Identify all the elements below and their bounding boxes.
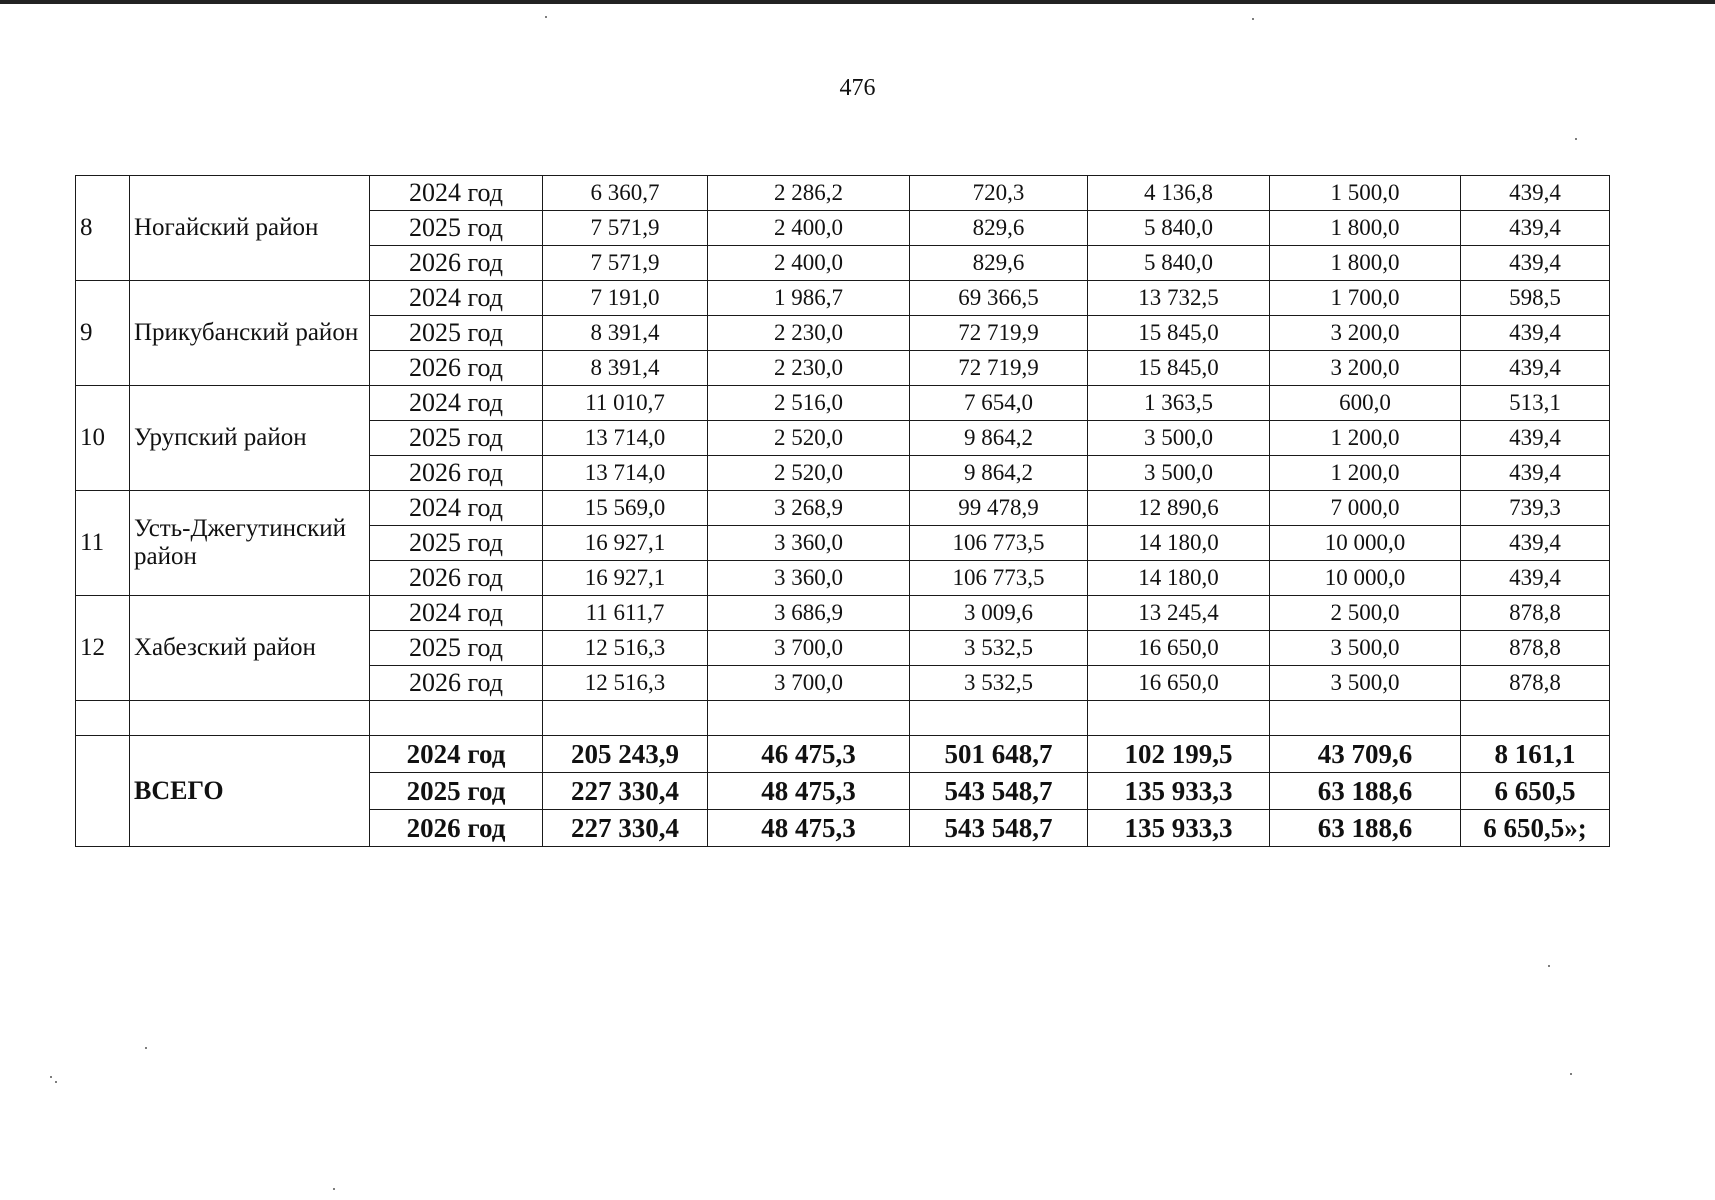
value-col-1: 13 714,0 <box>543 456 708 491</box>
year-label: 2025 год <box>370 421 543 456</box>
total-value-col-2: 48 475,3 <box>708 773 910 810</box>
scan-speck <box>1252 18 1254 20</box>
value-col-5: 1 200,0 <box>1270 421 1461 456</box>
value-col-2: 2 286,2 <box>708 176 910 211</box>
value-col-1: 13 714,0 <box>543 421 708 456</box>
total-value-col-6: 6 650,5»; <box>1461 810 1610 847</box>
value-col-2: 2 230,0 <box>708 316 910 351</box>
value-col-5: 7 000,0 <box>1270 491 1461 526</box>
value-col-4: 3 500,0 <box>1088 456 1270 491</box>
year-label: 2025 год <box>370 526 543 561</box>
year-label: 2024 год <box>370 176 543 211</box>
year-label: 2026 год <box>370 456 543 491</box>
value-col-1: 12 516,3 <box>543 631 708 666</box>
year-label: 2024 год <box>370 596 543 631</box>
value-col-5: 2 500,0 <box>1270 596 1461 631</box>
value-col-4: 14 180,0 <box>1088 561 1270 596</box>
total-label: ВСЕГО <box>130 736 370 847</box>
value-col-6: 439,4 <box>1461 456 1610 491</box>
value-col-1: 16 927,1 <box>543 526 708 561</box>
empty-cell <box>543 701 708 736</box>
year-label: 2024 год <box>370 736 543 773</box>
empty-cell <box>708 701 910 736</box>
value-col-6: 439,4 <box>1461 351 1610 386</box>
value-col-4: 1 363,5 <box>1088 386 1270 421</box>
value-col-1: 16 927,1 <box>543 561 708 596</box>
value-col-4: 4 136,8 <box>1088 176 1270 211</box>
district-name: Хабезский район <box>130 596 370 701</box>
table-row <box>76 491 1610 526</box>
value-col-5: 3 500,0 <box>1270 666 1461 701</box>
value-col-5: 1 800,0 <box>1270 246 1461 281</box>
value-col-6: 439,4 <box>1461 561 1610 596</box>
value-col-5: 600,0 <box>1270 386 1461 421</box>
total-value-col-6: 8 161,1 <box>1461 736 1610 773</box>
total-value-col-5: 63 188,6 <box>1270 810 1461 847</box>
value-col-3: 3 532,5 <box>910 631 1088 666</box>
value-col-3: 106 773,5 <box>910 561 1088 596</box>
value-col-2: 2 516,0 <box>708 386 910 421</box>
value-col-3: 3 532,5 <box>910 666 1088 701</box>
total-value-col-4: 135 933,3 <box>1088 810 1270 847</box>
district-name: Усть-Джегутинский район <box>130 491 370 596</box>
value-col-6: 439,4 <box>1461 211 1610 246</box>
district-number: 12 <box>76 596 130 701</box>
table-row <box>76 176 1610 211</box>
empty-cell <box>1270 701 1461 736</box>
value-col-6: 439,4 <box>1461 421 1610 456</box>
empty-cell <box>1088 701 1270 736</box>
value-col-3: 720,3 <box>910 176 1088 211</box>
empty-cell <box>1461 701 1610 736</box>
value-col-3: 72 719,9 <box>910 351 1088 386</box>
value-col-3: 829,6 <box>910 246 1088 281</box>
value-col-1: 15 569,0 <box>543 491 708 526</box>
value-col-2: 2 230,0 <box>708 351 910 386</box>
total-value-col-5: 63 188,6 <box>1270 773 1461 810</box>
year-label: 2025 год <box>370 773 543 810</box>
value-col-6: 439,4 <box>1461 526 1610 561</box>
value-col-1: 11 611,7 <box>543 596 708 631</box>
value-col-1: 7 191,0 <box>543 281 708 316</box>
total-value-col-2: 46 475,3 <box>708 736 910 773</box>
value-col-2: 2 520,0 <box>708 456 910 491</box>
total-value-col-4: 102 199,5 <box>1088 736 1270 773</box>
district-name: Урупский район <box>130 386 370 491</box>
district-number: 10 <box>76 386 130 491</box>
total-value-col-4: 135 933,3 <box>1088 773 1270 810</box>
table-row <box>76 281 1610 316</box>
scan-speck <box>545 16 547 18</box>
table-row <box>76 596 1610 631</box>
value-col-4: 15 845,0 <box>1088 351 1270 386</box>
value-col-1: 11 010,7 <box>543 386 708 421</box>
empty-cell <box>370 701 543 736</box>
total-value-col-1: 227 330,4 <box>543 773 708 810</box>
year-label: 2025 год <box>370 631 543 666</box>
value-col-1: 6 360,7 <box>543 176 708 211</box>
value-col-6: 878,8 <box>1461 631 1610 666</box>
scan-speck <box>145 1047 147 1049</box>
value-col-5: 3 500,0 <box>1270 631 1461 666</box>
value-col-5: 1 800,0 <box>1270 211 1461 246</box>
value-col-2: 3 700,0 <box>708 666 910 701</box>
value-col-2: 2 400,0 <box>708 246 910 281</box>
value-col-6: 739,3 <box>1461 491 1610 526</box>
value-col-4: 13 245,4 <box>1088 596 1270 631</box>
table-row <box>76 386 1610 421</box>
value-col-4: 5 840,0 <box>1088 211 1270 246</box>
value-col-2: 3 268,9 <box>708 491 910 526</box>
district-name: Прикубанский район <box>130 281 370 386</box>
value-col-3: 9 864,2 <box>910 421 1088 456</box>
district-number: 9 <box>76 281 130 386</box>
value-col-2: 2 520,0 <box>708 421 910 456</box>
value-col-4: 5 840,0 <box>1088 246 1270 281</box>
year-label: 2026 год <box>370 561 543 596</box>
value-col-1: 8 391,4 <box>543 316 708 351</box>
value-col-2: 1 986,7 <box>708 281 910 316</box>
value-col-4: 16 650,0 <box>1088 631 1270 666</box>
year-label: 2025 год <box>370 211 543 246</box>
value-col-6: 878,8 <box>1461 596 1610 631</box>
total-value-col-5: 43 709,6 <box>1270 736 1461 773</box>
value-col-2: 3 700,0 <box>708 631 910 666</box>
value-col-5: 1 200,0 <box>1270 456 1461 491</box>
value-col-4: 14 180,0 <box>1088 526 1270 561</box>
value-col-3: 72 719,9 <box>910 316 1088 351</box>
value-col-6: 439,4 <box>1461 246 1610 281</box>
scan-speck <box>1548 965 1550 967</box>
value-col-5: 10 000,0 <box>1270 561 1461 596</box>
value-col-2: 3 360,0 <box>708 526 910 561</box>
value-col-3: 7 654,0 <box>910 386 1088 421</box>
value-col-5: 1 700,0 <box>1270 281 1461 316</box>
value-col-4: 16 650,0 <box>1088 666 1270 701</box>
value-col-5: 10 000,0 <box>1270 526 1461 561</box>
empty-cell <box>76 701 130 736</box>
scan-speck <box>50 1076 52 1078</box>
value-col-4: 15 845,0 <box>1088 316 1270 351</box>
year-label: 2026 год <box>370 666 543 701</box>
year-label: 2024 год <box>370 281 543 316</box>
value-col-1: 7 571,9 <box>543 246 708 281</box>
value-col-5: 1 500,0 <box>1270 176 1461 211</box>
value-col-4: 13 732,5 <box>1088 281 1270 316</box>
scan-speck <box>1570 1073 1572 1075</box>
value-col-1: 12 516,3 <box>543 666 708 701</box>
total-value-col-6: 6 650,5 <box>1461 773 1610 810</box>
total-row <box>76 736 1610 773</box>
empty-row <box>76 701 1610 736</box>
total-value-col-2: 48 475,3 <box>708 810 910 847</box>
top-scan-border <box>0 0 1715 4</box>
year-label: 2026 год <box>370 810 543 847</box>
value-col-2: 3 686,9 <box>708 596 910 631</box>
year-label: 2026 год <box>370 246 543 281</box>
total-value-col-1: 205 243,9 <box>543 736 708 773</box>
value-col-6: 513,1 <box>1461 386 1610 421</box>
value-col-6: 598,5 <box>1461 281 1610 316</box>
page-number: 476 <box>839 75 876 101</box>
value-col-3: 106 773,5 <box>910 526 1088 561</box>
scan-speck <box>1575 138 1577 140</box>
year-label: 2026 год <box>370 351 543 386</box>
value-col-6: 878,8 <box>1461 666 1610 701</box>
year-label: 2025 год <box>370 316 543 351</box>
district-name: Ногайский район <box>130 176 370 281</box>
value-col-6: 439,4 <box>1461 316 1610 351</box>
empty-cell <box>910 701 1088 736</box>
value-col-3: 69 366,5 <box>910 281 1088 316</box>
value-col-3: 3 009,6 <box>910 596 1088 631</box>
value-col-6: 439,4 <box>1461 176 1610 211</box>
scan-speck <box>55 1081 57 1083</box>
value-col-1: 7 571,9 <box>543 211 708 246</box>
district-number: 8 <box>76 176 130 281</box>
total-value-col-3: 543 548,7 <box>910 773 1088 810</box>
total-number-cell <box>76 736 130 847</box>
total-value-col-3: 543 548,7 <box>910 810 1088 847</box>
district-number: 11 <box>76 491 130 596</box>
value-col-4: 12 890,6 <box>1088 491 1270 526</box>
value-col-3: 99 478,9 <box>910 491 1088 526</box>
year-label: 2024 год <box>370 386 543 421</box>
value-col-5: 3 200,0 <box>1270 351 1461 386</box>
scan-speck <box>333 1188 335 1190</box>
table-body <box>76 176 1610 847</box>
total-value-col-1: 227 330,4 <box>543 810 708 847</box>
empty-cell <box>130 701 370 736</box>
value-col-5: 3 200,0 <box>1270 316 1461 351</box>
value-col-4: 3 500,0 <box>1088 421 1270 456</box>
year-label: 2024 год <box>370 491 543 526</box>
value-col-3: 829,6 <box>910 211 1088 246</box>
value-col-2: 2 400,0 <box>708 211 910 246</box>
value-col-1: 8 391,4 <box>543 351 708 386</box>
value-col-3: 9 864,2 <box>910 456 1088 491</box>
value-col-2: 3 360,0 <box>708 561 910 596</box>
budget-table <box>75 175 1610 847</box>
total-value-col-3: 501 648,7 <box>910 736 1088 773</box>
